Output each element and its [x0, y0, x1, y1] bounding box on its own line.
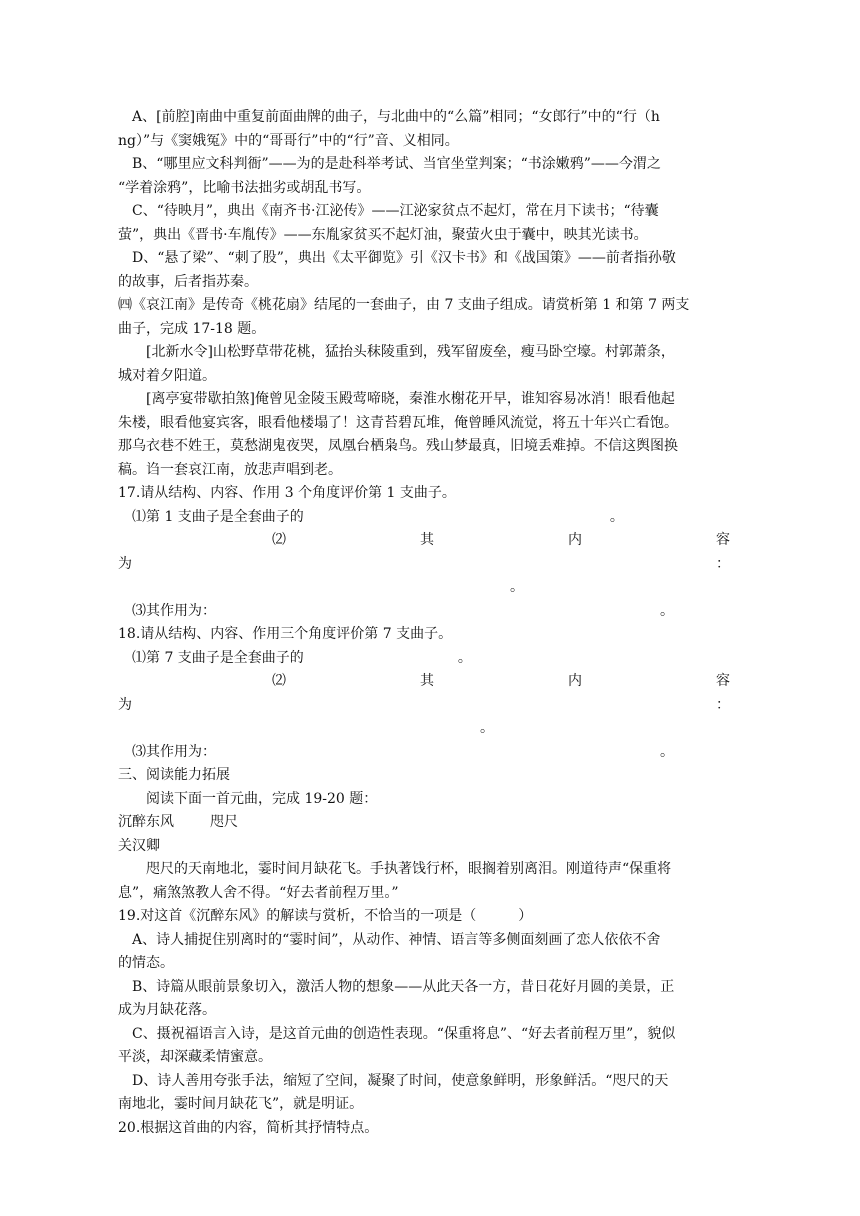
q19-option-c-line1: C、摄祝福语言入诗，是这首元曲的创造性表现。“保重将息”、“好去者前程万里”，貌似: [132, 1025, 676, 1042]
document-content: [118, 106, 730, 1140]
option-d-line2: 的故事，后者指苏秦。: [118, 273, 258, 290]
poem-author: 关汉卿: [118, 837, 160, 854]
q18-item1: [118, 647, 730, 671]
q18-item2-char1: 其: [420, 673, 434, 689]
q18-item2-period: 。: [480, 720, 494, 736]
q19-option-a-line2: 的情态。: [118, 955, 174, 971]
section4-intro-line2: 曲子，完成 17-18 题。: [118, 320, 266, 337]
q17-item2-char2: 内: [568, 532, 582, 548]
option-c-line1: C、“待映月”，典出《南齐书·江泌传》——江泌家贫点不起灯，常在月下读书；“待囊: [132, 203, 659, 219]
q18-item1-text: ⑴第 7 支曲子是全套曲子的: [132, 649, 304, 666]
q19-option-b-line2: 成为月缺花落。: [118, 1002, 216, 1018]
q18-item2-char3: 容: [716, 673, 730, 689]
q18-item3-period: 。: [660, 743, 674, 760]
section4-intro-line1: ㈣《哀江南》是传奇《桃花扇》结尾的一套曲子，由 7 支曲子组成。请赏析第 1 和第 7 两支: [118, 297, 690, 313]
song7-line3: 那乌衣巷不姓王，莫愁湖鬼夜哭，凤凰台栖枭鸟。残山梦最真，旧境丢难掉。不信这舆图换: [118, 438, 678, 454]
song7-line1: [离亭宴带歇拍煞]俺曾见金陵玉殿莺啼晓，秦淮水榭花开早，谁知容易冰消！眼看他起: [146, 391, 675, 407]
option-c-line2: 萤”，典出《晋书·车胤传》——东胤家贫买不起灯油，聚萤火虫于囊中，映其光读书。: [118, 226, 648, 243]
part3-heading: 三、阅读能力拓展: [118, 767, 230, 783]
q17-item2-line2: [118, 553, 730, 577]
part3-instruction: 阅读下面一首元曲，完成 19-20 题：: [146, 790, 378, 807]
q17-item2-line1: [118, 529, 730, 553]
q17-item2-colon: ：: [716, 555, 730, 572]
song7-line2: 朱楼，眼看他宴宾客，眼看他楼塌了！这青苔碧瓦堆，俺曾睡风流觉，将五十年兴亡看饱。: [118, 414, 678, 431]
q18-item2-char4: 为: [118, 696, 132, 713]
option-a-line1: A、[前腔]南曲中重复前面曲牌的曲子，与北曲中的“么篇”相同；“女郎行”中的“行（h: [132, 109, 660, 125]
poem-title: [118, 811, 730, 835]
q17-item1-period: 。: [609, 508, 624, 525]
q17-item3: [118, 600, 730, 624]
q17-item2-period: 。: [510, 579, 524, 595]
q17-item3-text: ⑶其作用为：: [132, 602, 216, 619]
q19-option-a-line1: A、诗人捕捉住别离时的“霎时间”，从动作、神情、语言等多侧面刻画了恋人依依不舍: [132, 931, 661, 948]
q19-option-d-line1: D、诗人善用夸张手法，缩短了空间，凝聚了时间，使意象鲜明，形象鲜活。“咫尺的天: [132, 1072, 669, 1089]
option-b-line1: B、“哪里应文科判衙”——为的是赴科举考试、当官坐堂判案；“书涂嫩鸦”——今渭之: [132, 156, 661, 172]
poem-title-tune: 沉醉东风: [118, 814, 174, 830]
poem-title-name: 咫尺: [210, 814, 238, 830]
q17-item2-char1: 其: [420, 532, 434, 548]
q17-item2-marker: ⑵: [272, 532, 286, 548]
poem-line2: 息”，痛煞煞教人舍不得。“好去者前程万里。”: [118, 884, 399, 901]
q17-item3-period: 。: [660, 602, 674, 619]
song1-line2: 城对着夕阳道。: [118, 367, 216, 384]
question-19-stem: 19.对这首《沉醉东风》的解读与赏析，不恰当的一项是（ ）: [118, 908, 533, 924]
q19-option-c-line2: 平淡，却深藏柔情蜜意。: [118, 1049, 272, 1065]
song1-line1: [北新水令]山松野草带花桃，猛抬头秣陵重到，残军留废垒，瘦马卧空壕。村郭萧条，: [146, 344, 675, 360]
q18-item3: [118, 741, 730, 765]
song7-line4: 稿。诌一套哀江南，放悲声唱到老。: [118, 461, 342, 478]
question-17-stem: 17.请从结构、内容、作用 3 个角度评价第 1 支曲子。: [118, 485, 456, 501]
q18-item2-line2: [118, 694, 730, 718]
q18-item2-line1: [118, 670, 730, 694]
option-a-line2: ng）”与《窦娥冤》中的“哥哥行”中的“行”音、义相同。: [118, 132, 459, 149]
q18-item2-marker: ⑵: [272, 673, 286, 689]
q17-item2-char4: 为: [118, 555, 132, 572]
q18-item3-text: ⑶其作用为：: [132, 743, 216, 760]
q17-item1-text: ⑴第 1 支曲子是全套曲子的: [132, 508, 304, 525]
q17-item2-char3: 容: [716, 532, 730, 548]
poem-line1: 咫尺的天南地北，霎时间月缺花飞。手执著饯行杯，眼搁着别离泪。刚道待声“保重将: [146, 861, 672, 877]
option-d-line1: D、“悬了梁”、“刺了股”，典出《太平御览》引《汉卡书》和《战国策》——前者指孙敬: [132, 250, 676, 266]
q18-item2-colon: ：: [716, 696, 730, 713]
q18-item1-period: 。: [457, 649, 472, 666]
q17-item1: [118, 506, 730, 530]
question-20-stem: 20.根据这首曲的内容，简析其抒情特点。: [118, 1119, 379, 1136]
q19-option-b-line1: B、诗篇从眼前景象切入，激活人物的想象——从此天各一方，昔日花好月圆的美景，正: [132, 978, 675, 995]
option-b-line2: “学着涂鸦”，比喻书法拙劣或胡乱书写。: [118, 179, 371, 196]
q18-item2-char2: 内: [568, 673, 582, 689]
question-18-stem: 18.请从结构、内容、作用三个角度评价第 7 支曲子。: [118, 626, 453, 642]
q19-option-d-line2: 南地北，霎时间月缺花飞”，就是明证。: [118, 1096, 364, 1112]
